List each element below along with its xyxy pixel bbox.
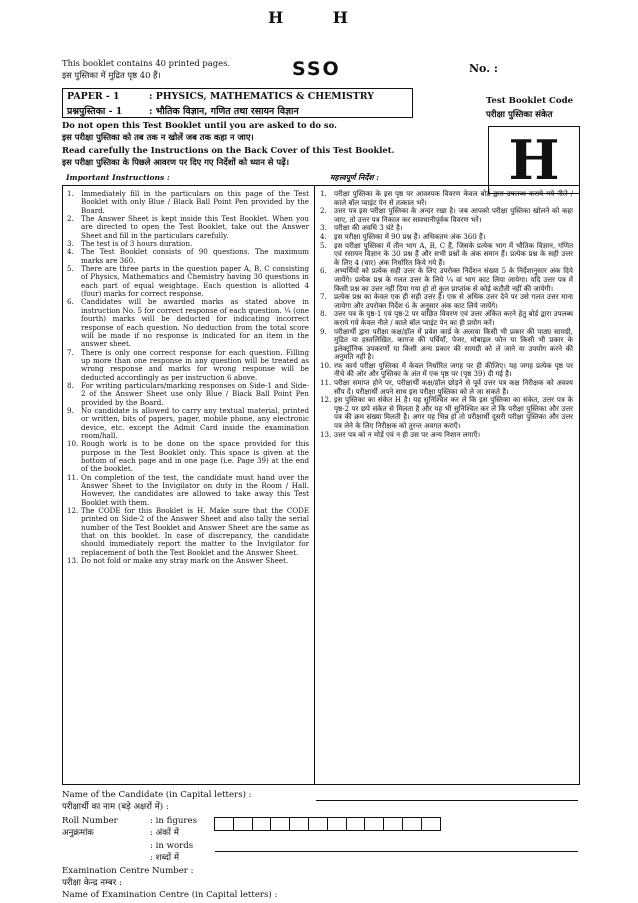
- notice-read-en: Read carefully the Instructions on the Back Cover of this Test Booklet.: [62, 145, 395, 155]
- in-figures-label: : in figures: [150, 816, 198, 826]
- in-words-label: : in words: [150, 841, 194, 851]
- instruction-en-number: 11.: [67, 472, 79, 482]
- instruction-en-text: Candidates will be awarded marks as stated above in instruction No. 5 for correct response of each question. ¼ (one fourth) marks will be deducted for indicating incorrect response of each question. No deduction from the total score will be made if no response is indicated for an item in the answer sheet.: [81, 297, 309, 349]
- paper-title: : PHYSICS, MATHEMATICS & CHEMISTRY: [149, 91, 374, 102]
- instruction-en-text: There are three parts in the question paper A, B, C consisting of Physics, Mathematics and Chemistry having 30 questions in each part of equal weightage. Each question is allotted 4 (four) marks for correct response.: [81, 264, 309, 299]
- instruction-en-text: The Answer Sheet is kept inside this Test Booklet. When you are directed to open the Test Booklet, take out the Answer Sheet and fill in the particulars carefully.: [81, 214, 309, 240]
- instructions-box: [62, 185, 580, 785]
- instruction-en-number: 6.: [67, 297, 74, 307]
- instruction-hi-number: 2.: [320, 206, 327, 216]
- instruction-hi-item: [320, 207, 573, 224]
- in-words-label-hindi: : शब्दों में: [150, 853, 179, 863]
- roll-digit-box[interactable]: [383, 817, 403, 831]
- booklet-number-label: No. :: [469, 62, 498, 75]
- instruction-hi-text: परीक्षार्थी द्वारा परीक्षा कक्ष/हॉल में प्रवेश कार्ड के अलावा किसी भी प्रकार की पाठ्य सामग्री, मुद्रित या हस्तलिखित, कागज की पर्चियाँ, पेजर, मोबाइल फोन या किसी भी प्रकार के इलेक्ट्रॉनिक उपकरणों या किसी अन्य प्रकार की सामग्री को ले जाने या उपयोग करने की अनुमति नहीं है।: [334, 326, 573, 362]
- instruction-en-item: [67, 407, 309, 440]
- instruction-hi-text: इस परीक्षा पुस्तिका में 90 प्रश्न हैं। अधिकतम अंक 360 हैं।: [334, 231, 486, 241]
- roll-digit-box[interactable]: [252, 817, 272, 831]
- instruction-en-item: [67, 248, 309, 265]
- instruction-en-item: [67, 265, 309, 298]
- roll-digit-box[interactable]: [233, 817, 253, 831]
- instruction-hi-item: [320, 267, 573, 293]
- instruction-en-text: The CODE for this Booklet is H. Make sure that the CODE printed on Side-2 of the Answer Sheet and also tally the serial number of the Test Booklet and Answer Sheet are the same as that on this booklet. In case of discrepancy, the candidate should immediately report the matter to the Invigilator for replacement of both the Test Booklet and the Answer Sheet.: [81, 506, 309, 557]
- roll-digit-box[interactable]: [364, 817, 384, 831]
- instruction-hi-text: परीक्षा पुस्तिका के इस पृष्ठ पर आवश्यक विवरण केवल बोर्ड द्वारा उपलब्ध कराये गये नीले / काले बॉल प्वाइंट पेन से तत्काल भरें।: [334, 189, 573, 207]
- instruction-en-number: 4.: [67, 247, 74, 257]
- instruction-en-number: 8.: [67, 380, 74, 390]
- instruction-hi-item: [320, 362, 573, 379]
- candidate-name-line[interactable]: [316, 800, 578, 801]
- instruction-en-text: Rough work is to be done on the space provided for this purpose in the Test Booklet only. This space is given at the bottom of each page and in one page (i.e. Page 39) at the end of the booklet.: [81, 439, 309, 474]
- instruction-hi-number: 8.: [320, 309, 327, 319]
- series-code: SSO: [292, 58, 341, 80]
- roll-number-label-hindi: अनुक्रमांक: [62, 828, 94, 838]
- instruction-en-item: [67, 190, 309, 215]
- roll-digit-box[interactable]: [421, 817, 441, 831]
- instruction-hi-number: 4.: [320, 231, 327, 241]
- instruction-hi-number: 5.: [320, 240, 327, 250]
- page-count-en: This booklet contains 40 printed pages.: [62, 58, 231, 68]
- instruction-hi-item: [320, 379, 573, 396]
- instruction-en-item: [67, 474, 309, 507]
- instruction-hi-item: [320, 242, 573, 268]
- roll-number-label: Roll Number: [62, 816, 118, 826]
- instruction-hi-number: 3.: [320, 223, 327, 233]
- instruction-en-text: There is only one correct response for each question. Filling up more than one response in any question will be treated as wrong response and marks for wrong response will be deducted accordingly as per instruction 6 above.: [81, 347, 309, 382]
- candidate-name-label-hindi: परीक्षार्थी का नाम (बड़े अक्षरों में) :: [62, 802, 169, 812]
- centre-number-label-hindi: परीक्षा केन्द्र नम्बर :: [62, 878, 122, 888]
- instruction-hi-item: [320, 431, 573, 440]
- notice-read-hi: इस परीक्षा पुस्तिका के पिछले आवरण पर दिए गए निर्देशों को ध्यान से पढ़ें।: [62, 157, 290, 167]
- roll-digit-box[interactable]: [289, 817, 309, 831]
- instruction-en-number: 7.: [67, 347, 74, 357]
- instructions-divider: [314, 186, 315, 784]
- page-count-hi: इस पुस्तिका में मुद्रित पृष्ठ 40 हैं।: [62, 70, 161, 80]
- instruction-hi-item: [320, 190, 573, 207]
- instruction-hi-number: 7.: [320, 292, 327, 302]
- in-figures-label-hindi: : अंकों में: [150, 828, 179, 838]
- instruction-en-number: 2.: [67, 214, 74, 224]
- instruction-en-text: For writing particulars/marking responses on Side-1 and Side-2 of the Answer Sheet use only Blue / Black Ball Point Pen provided by the Board.: [81, 380, 309, 407]
- instruction-hi-text: इस पुस्तिका का संकेत H है। यह सुनिश्चित कर लें कि इस पुस्तिका का संकेत, उत्तर पत्र के पृष्ठ-2 पर छपे संकेत से मिलता है और यह भी सुनिश्चित कर लें कि परीक्षा पुस्तिका और उत्तर पत्र की क्रम संख्या मिलती है। अगर यह भिन्न हो तो परीक्षार्थी दूसरी परीक्षा पुस्तिका और उत्तर पत्र लेने के लिए निरीक्षक को तुरन्त अवगत कराएँ।: [334, 395, 573, 431]
- roll-digit-box[interactable]: [308, 817, 328, 831]
- roll-words-line[interactable]: [215, 851, 578, 852]
- booklet-code-label: Test Booklet Code: [486, 96, 574, 106]
- instruction-en-number: 10.: [67, 439, 79, 449]
- centre-name-label: [62, 890, 482, 900]
- centre-number-label: Examination Centre Number :: [62, 866, 194, 876]
- instruction-en-text: Immediately fill in the particulars on this page of the Test Booklet with only Blue / Black Ball Point Pen provided by the Board.: [81, 189, 309, 215]
- instruction-hi-item: [320, 293, 573, 310]
- instructions-list-en: [67, 190, 309, 565]
- instruction-hi-item: [320, 310, 573, 327]
- instruction-en-number: 12.: [67, 506, 79, 516]
- instruction-hi-number: 9.: [320, 326, 327, 336]
- notice-open-en: Do not open this Test Booklet until you are asked to do so.: [62, 120, 337, 130]
- instruction-en-item: [67, 349, 309, 382]
- instruction-en-item: [67, 298, 309, 348]
- instruction-en-number: 9.: [67, 405, 74, 415]
- instruction-hi-number: 12.: [320, 395, 332, 405]
- instruction-en-number: 3.: [67, 239, 74, 249]
- paper-title-box: [62, 88, 413, 118]
- instruction-hi-text: उत्तर पत्र के पृष्ठ-1 एवं पृष्ठ-2 पर वांछित विवरण एवं उत्तर अंकित करने हेतु बोर्ड द्वारा उपलब्ध कराये गये केवल नीले / काले बॉल प्वाइंट पेन का ही प्रयोग करें।: [334, 309, 573, 327]
- instruction-en-text: The test is of 3 hours duration.: [81, 239, 193, 249]
- roll-digit-box[interactable]: [346, 817, 366, 831]
- paper-label-hindi: प्रश्नपुस्तिका - 1: [67, 106, 123, 117]
- instruction-hi-number: 10.: [320, 360, 332, 370]
- instruction-hi-text: प्रत्येक प्रश्न का केवल एक ही सही उत्तर है। एक से अधिक उत्तर देने पर उसे गलत उत्तर माना जायेगा और उपरोक्त निर्देश 6 के अनुसार अंक काट लिये जायेंगे।: [334, 292, 573, 310]
- instruction-en-number: 13.: [67, 556, 79, 566]
- roll-digit-box[interactable]: [402, 817, 422, 831]
- instruction-hi-text: परीक्षा समाप्त होने पर, परीक्षार्थी कक्ष/हॉल छोड़ने से पूर्व उत्तर पत्र कक्ष निरीक्षक को अवश्य सौंप दें। परीक्षार्थी अपने साथ इस परीक्षा पुस्तिका को ले जा सकते हैं।: [334, 378, 573, 396]
- instruction-hi-number: 1.: [320, 189, 327, 198]
- instruction-en-text: The Test Booklet consists of 90 questions. The maximum marks are 360.: [81, 247, 309, 265]
- booklet-code-label-hindi: परीक्षा पुस्तिका संकेत: [486, 110, 553, 120]
- paper-label: PAPER - 1: [67, 91, 120, 102]
- instruction-hi-text: उत्तर पत्र को न मोड़ें एवं न ही उस पर अन्य निशान लगाएँ।: [334, 429, 481, 439]
- instruction-hi-text: इस परीक्षा पुस्तिका में तीन भाग A, B, C हैं, जिसके प्रत्येक भाग में भौतिक विज्ञान, गणित एवं रसायन विज्ञान के 30 प्रश्न हैं और सभी प्रश्नों के अंक समान हैं। प्रत्येक प्रश्न के सही उत्तर के लिए 4 (चार) अंक निर्धारित किये गये हैं।: [334, 240, 573, 267]
- instruction-hi-number: 13.: [320, 429, 332, 439]
- instruction-hi-item: [320, 328, 573, 362]
- paper-title-hindi: : भौतिक विज्ञान, गणित तथा रसायन विज्ञान: [149, 106, 299, 117]
- notice-open-hi: इस परीक्षा पुस्तिका को तब तक न खोलें जब तक कहा न जाए।: [62, 132, 254, 142]
- roll-digit-box[interactable]: [270, 817, 290, 831]
- instruction-hi-text: उत्तर पत्र इस परीक्षा पुस्तिका के अन्दर रखा है। जब आपको परीक्षा पुस्तिका खोलने को कहा जाए, तो उत्तर पत्र निकाल कर सावधानीपूर्वक विवरण भरें।: [334, 206, 573, 224]
- instruction-hi-number: 6.: [320, 266, 327, 276]
- instruction-hi-text: अभ्यर्थियों को प्रत्येक सही उत्तर के लिए उपरोक्त निर्देशन संख्या 5 के निर्देशानुसार अंक दिये जायेंगे। प्रत्येक प्रश्न के गलत उत्तर के लिये ¼ वां भाग काट लिया जायेगा। यदि उत्तर पत्र में किसी प्रश्न का उत्तर नहीं दिया गया हो तो कुल प्राप्तांक से कोई कटौती नहीं की जायेगी।: [334, 266, 573, 293]
- candidate-name-label: Name of the Candidate (in Capital letters) :: [62, 790, 252, 800]
- instructions-heading-hi: महत्त्वपूर्ण निर्देश :: [330, 173, 379, 182]
- instruction-en-item: [67, 382, 309, 407]
- instructions-heading-en: Important Instructions :: [66, 173, 170, 182]
- roll-digit-box[interactable]: [214, 817, 234, 831]
- instruction-en-item: [67, 440, 309, 473]
- booklet-code-box: [488, 126, 580, 194]
- instruction-en-text: On completion of the test, the candidate must hand over the Answer Sheet to the Invigilator on duty in the Room / Hall. However, the candidates are allowed to take away this Test Booklet with them.: [81, 472, 309, 507]
- instructions-list-hi: [320, 190, 573, 439]
- instruction-en-item: [67, 507, 309, 557]
- instruction-hi-number: 11.: [320, 378, 332, 388]
- instruction-hi-item: [320, 396, 573, 430]
- roll-digit-box[interactable]: [327, 817, 347, 831]
- centre-name-label-text: Name of Examination Centre (in Capital letters) :: [62, 890, 278, 900]
- instruction-en-number: 5.: [67, 264, 74, 274]
- instruction-en-text: No candidate is allowed to carry any textual material, printed or written, bits of papers, pager, mobile phone, any electronic device, etc. except the Admit Card inside the examination room/hall.: [81, 405, 309, 440]
- instruction-en-number: 1.: [67, 189, 74, 198]
- roll-number-boxes[interactable]: [215, 817, 441, 831]
- booklet-code-header: H H: [268, 8, 370, 27]
- instruction-hi-text: परीक्षा की अवधि 3 घंटे है।: [334, 223, 403, 233]
- booklet-code-letter: H: [508, 128, 560, 192]
- instruction-en-item: [67, 215, 309, 240]
- instruction-en-item: [67, 557, 309, 565]
- instruction-hi-text: रफ कार्य परीक्षा पुस्तिका में केवल निर्धारित जगह पर ही कीजिए। यह जगह प्रत्येक पृष्ठ पर नीचे की ओर और पुस्तिका के अंत में एक पृष्ठ पर (पृष्ठ 39) दी गई है।: [334, 360, 573, 379]
- instruction-en-text: Do not fold or make any stray mark on the Answer Sheet.: [81, 556, 289, 566]
